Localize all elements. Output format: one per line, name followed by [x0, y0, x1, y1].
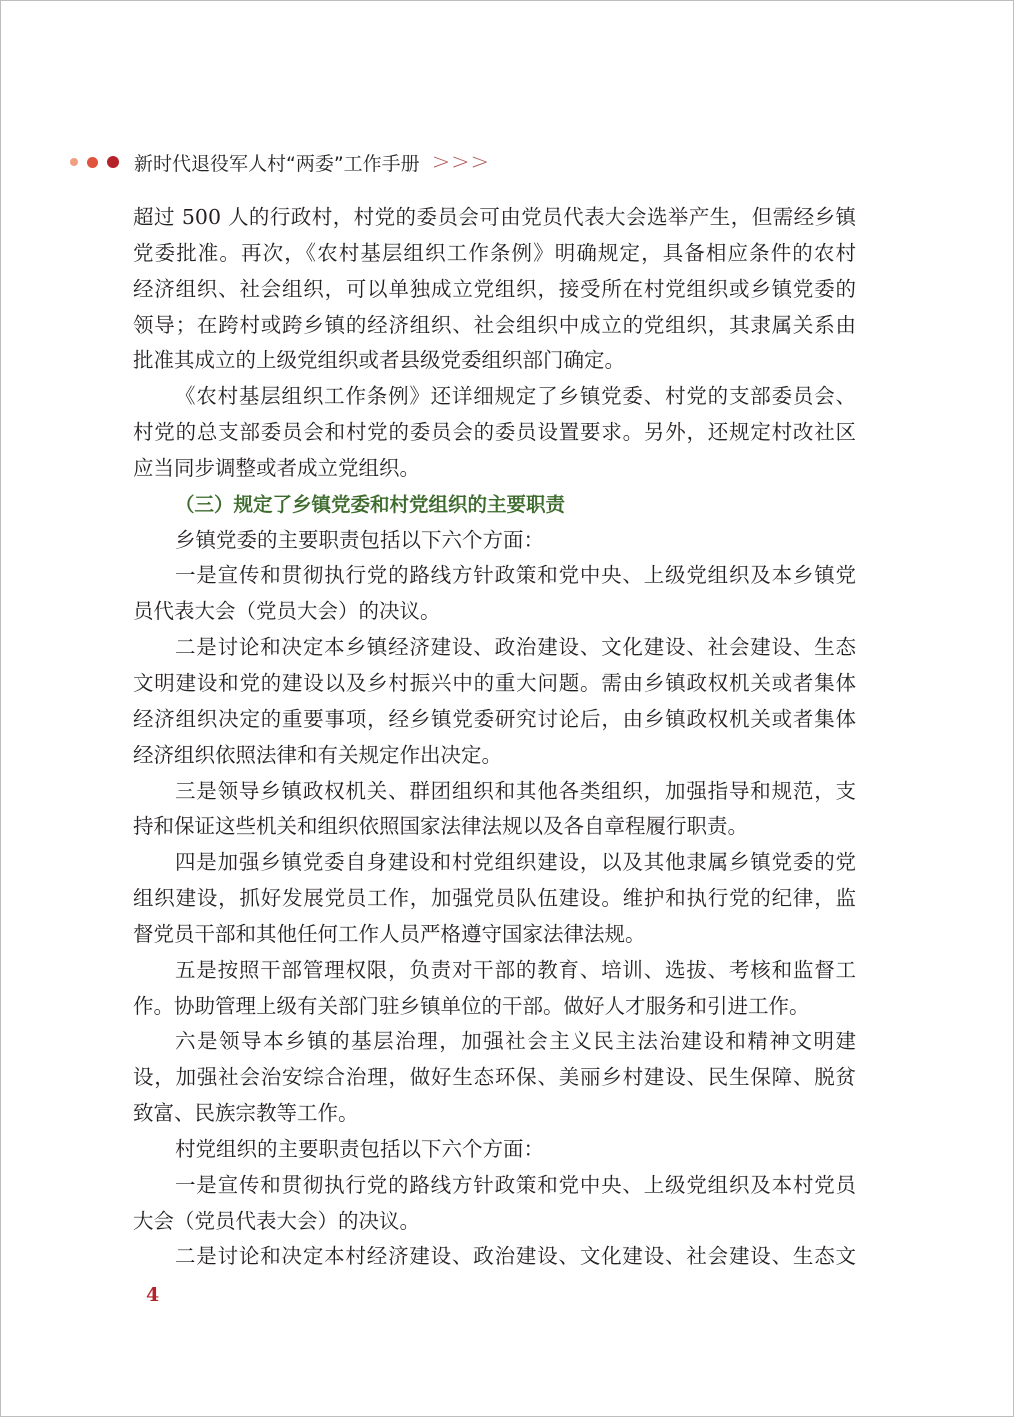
dot-icon: [70, 158, 78, 166]
paragraph: [133, 1024, 856, 1132]
running-header: [70, 148, 490, 176]
text-line: 领导；在跨村或跨乡镇的经济组织、社会组织中成立的党组织，其隶属关系由: [133, 312, 856, 337]
book-title: 新时代退役军人村“两委”工作手册: [134, 152, 420, 175]
text-line: 党委批准。再次，《农村基层组织工作条例》明确规定，具备相应条件的农村: [133, 240, 856, 265]
page-number: 4: [146, 1284, 160, 1306]
text-line: 经济组织依照法律和有关规定作出决定。: [133, 742, 502, 767]
text-line: 组织建设，抓好发展党员工作，加强党员队伍建设。维护和执行党的纪律，监: [133, 886, 856, 911]
text-line: 文明建设和党的建设以及乡村振兴中的重大问题。需由乡镇政权机关或者集体: [133, 670, 856, 695]
text-line: 经济组织决定的重要事项，经乡镇党委研究讨论后，由乡镇政权机关或者集体: [133, 706, 856, 731]
paragraph: [133, 953, 856, 1025]
paragraph: [133, 379, 856, 487]
text-line: 三是领导乡镇政权机关、群团组织和其他各类组织，加强指导和规范，支: [175, 778, 856, 803]
dot-icon: [107, 156, 119, 168]
text-line: 二是讨论和决定本乡镇经济建设、政治建设、文化建设、社会建设、生态: [175, 635, 856, 660]
text-line: （三）规定了乡镇党委和村党组织的主要职责: [175, 492, 566, 516]
text-line: 大会（党员代表大会）的决议。: [133, 1208, 420, 1233]
text-line: 致富、民族宗教等工作。: [133, 1101, 359, 1126]
text-line: 应当同步调整或者成立党组织。: [133, 455, 420, 480]
text-line: 设，加强社会治安综合治理，做好生态环保、美丽乡村建设、民生保障、脱贫: [133, 1065, 856, 1090]
text-line: 《农村基层组织工作条例》还详细规定了乡镇党委、村党的支部委员会、: [175, 384, 856, 409]
section-heading: [133, 487, 856, 523]
paragraph: [133, 1132, 856, 1168]
paragraph: [133, 558, 856, 630]
text-line: 督党员干部和其他任何工作人员严格遵守国家法律法规。: [133, 921, 646, 946]
text-line: 村党的总支部委员会和村党的委员会的委员设置要求。另外，还规定村改社区: [133, 420, 856, 445]
chevrons-icon: >>>: [431, 149, 490, 175]
text-line: 一是宣传和贯彻执行党的路线方针政策和党中央、上级党组织及本村党员: [175, 1172, 856, 1197]
text-line: 超过 500 人的行政村，村党的委员会可由党员代表大会选举产生，但需经乡镇: [133, 205, 856, 229]
paragraph: [133, 774, 856, 846]
text-line: 批准其成立的上级党组织或者县级党委组织部门确定。: [133, 348, 625, 373]
paragraph: [133, 200, 856, 379]
paragraph: [133, 630, 856, 773]
text-line: 经济组织、社会组织，可以单独成立党组织，接受所在村党组织或乡镇党委的: [133, 276, 856, 301]
text-line: 六是领导本乡镇的基层治理，加强社会主义民主法治建设和精神文明建: [175, 1029, 856, 1054]
paragraph: [133, 1168, 856, 1240]
body-text: [133, 200, 856, 1275]
text-line: 五是按照干部管理权限，负责对干部的教育、培训、选拔、考核和监督工: [175, 957, 856, 982]
paragraph: [133, 1239, 856, 1275]
paragraph: [133, 845, 856, 953]
text-line: 作。协助管理上级有关部门驻乡镇单位的干部。做好人才服务和引进工作。: [133, 993, 810, 1018]
dot-icon: [87, 157, 98, 168]
text-line: 四是加强乡镇党委自身建设和村党组织建设，以及其他隶属乡镇党委的党: [175, 850, 856, 875]
text-line: 一是宣传和贯彻执行党的路线方针政策和党中央、上级党组织及本乡镇党: [175, 563, 856, 588]
text-line: 村党组织的主要职责包括以下六个方面：: [175, 1136, 544, 1161]
text-line: 持和保证这些机关和组织依照国家法律法规以及各自章程履行职责。: [133, 814, 748, 839]
text-line: 乡镇党委的主要职责包括以下六个方面：: [175, 527, 544, 552]
text-line: 员代表大会（党员大会）的决议。: [133, 599, 441, 624]
text-line: 二是讨论和决定本村经济建设、政治建设、文化建设、社会建设、生态文: [175, 1244, 856, 1269]
paragraph: [133, 523, 856, 559]
